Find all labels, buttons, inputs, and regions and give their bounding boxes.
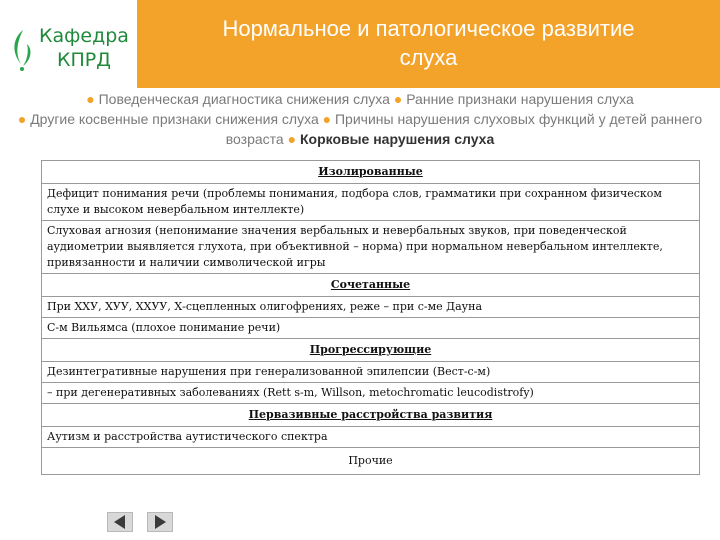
leaf-logo-icon — [9, 28, 35, 72]
topic-link-2[interactable]: Ранние признаки нарушения слуха — [406, 91, 634, 107]
table-cell: Дефицит понимания речи (проблемы понимания, подбора слов, грамматики при сохранном физическом слухе и высоком невербальном интеллекте) — [42, 184, 700, 221]
disorders-table-body — [42, 161, 700, 475]
arrow-right-icon — [148, 513, 172, 531]
category-header: Прогрессирующие — [42, 339, 700, 362]
bullet: ● — [17, 111, 27, 127]
table-cell: С-м Вильямса (плохое понимание речи) — [42, 318, 700, 339]
arrow-left-icon — [108, 513, 132, 531]
bullet: ● — [393, 91, 403, 107]
table-row — [42, 318, 700, 339]
table-row — [42, 297, 700, 318]
topic-navigation — [14, 89, 706, 149]
topic-link-5-current[interactable]: Корковые нарушения слуха — [299, 131, 495, 147]
bullet: ● — [86, 91, 95, 107]
table-cell: Прочие — [42, 448, 700, 475]
table-row — [42, 221, 700, 274]
logo — [0, 0, 137, 88]
disorders-table — [41, 160, 700, 475]
table-row — [42, 383, 700, 404]
header-band — [137, 0, 720, 88]
table-cell: – при дегенеративных заболеваниях (Rett s-m, Willson, metochromatic leucodistrofy) — [42, 383, 700, 404]
bullet: ● — [322, 111, 332, 127]
next-slide-button[interactable] — [147, 512, 173, 532]
title-line-2: слуха — [399, 45, 458, 70]
table-row — [42, 427, 700, 448]
topic-link-4[interactable]: Причины нарушения слуховых функций у детей раннего возраста — [225, 111, 703, 147]
category-header: Первазивные расстройства развития — [42, 404, 700, 427]
table-row — [42, 362, 700, 383]
logo-line-2: КПРД — [56, 49, 112, 71]
category-header-row — [42, 161, 700, 184]
page-title — [137, 14, 720, 72]
title-line-1: Нормальное и патологическое развитие — [222, 16, 635, 41]
table-row — [42, 448, 700, 475]
category-header-row — [42, 274, 700, 297]
prev-slide-button[interactable] — [107, 512, 133, 532]
category-header-row — [42, 404, 700, 427]
bullet: ● — [287, 131, 297, 147]
logo-text — [36, 24, 132, 72]
table-cell: Слуховая агнозия (непонимание значения вербальных и невербальных звуков, при поведенческой аудиометрии выявляется глухота, при объективной – норма) при нормальном невербальном интеллекте, привязанности и наличии символической игры — [42, 221, 700, 274]
table-row — [42, 184, 700, 221]
table-cell: При ХХУ, ХУУ, ХХУУ, Х-сцепленных олигофрениях, реже – при с-ме Дауна — [42, 297, 700, 318]
logo-line-1: Кафедра — [39, 25, 129, 47]
topic-link-3[interactable]: Другие косвенные признаки снижения слуха — [30, 111, 319, 127]
table-cell: Аутизм и расстройства аутистического спектра — [42, 427, 700, 448]
category-header: Сочетанные — [42, 274, 700, 297]
table-cell: Дезинтегративные нарушения при генерализованной эпилепсии (Вест-с-м) — [42, 362, 700, 383]
topic-link-1[interactable]: Поведенческая диагностика снижения слуха — [98, 91, 390, 107]
category-header: Изолированные — [42, 161, 700, 184]
category-header-row — [42, 339, 700, 362]
